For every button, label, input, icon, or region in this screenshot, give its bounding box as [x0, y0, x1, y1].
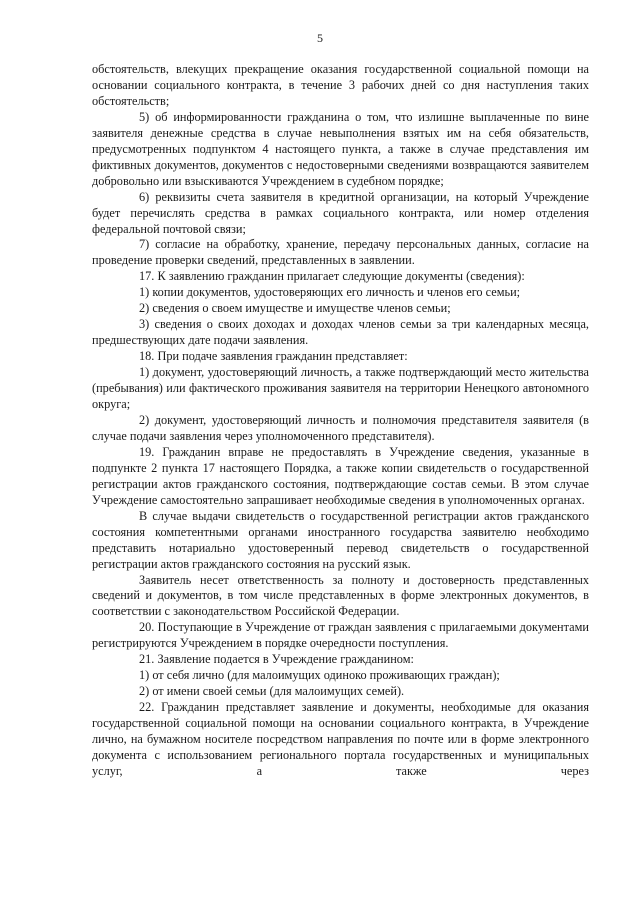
paragraph-item-7: 7) согласие на обработку, хранение, передачу персональных данных, согласие на проведение проверки сведений, представленных в заявлении.: [92, 237, 589, 268]
paragraph-17-item-2: 2) сведения о своем имуществе и имуществе членов семьи;: [139, 301, 451, 316]
document-body: [92, 62, 589, 780]
page-number: 5: [317, 31, 323, 45]
paragraph-20: 20. Поступающие в Учреждение от граждан заявления с прилагаемыми документами регистрируются Учреждением в порядке очередности поступления.: [92, 620, 589, 651]
paragraph-18-item-2: 2) документ, удостоверяющий личность и полномочия представителя заявителя (в случае подачи заявления через уполномоченного представителя).: [92, 412, 589, 443]
paragraph-19: 19. Гражданин вправе не предоставлять в Учреждение сведения, указанные в подпункте 2 пункта 17 настоящего Порядка, а также копии свидетельств о государственной регистрации актов гражданского состояния, подтверждающие состав семьи. В этом случае Учреждение самостоятельно запрашивает необходимые сведения в уполномоченных органах.: [92, 444, 589, 507]
paragraph-18: 18. При подаче заявления гражданин представляет:: [139, 349, 408, 364]
paragraph-19-foreign-documents: В случае выдачи свидетельств о государственной регистрации актов гражданского состояния компетентными органами иностранного государства заявителю необходимо представить нотариально удостоверенный перевод свидетельств о государственной регистрации актов гражданского состояния на русский язык.: [92, 508, 589, 571]
paragraph-22: 22. Гражданин представляет заявление и документы, необходимые для оказания государственной социальной помощи на основании социального контракта, в Учреждение лично, на бумажном носителе посредством направления по почте или в форме электронного документа с использованием регионального портала государственных и муниципальных услуг, а также через: [92, 700, 589, 778]
paragraph-19-responsibility: Заявитель несет ответственность за полноту и достоверность представленных сведений и документов, в том числе представленных в форме электронных документов, в соответствии с законодательством Российской Федерации.: [92, 572, 589, 619]
paragraph-17: 17. К заявлению гражданин прилагает следующие документы (сведения):: [139, 269, 525, 284]
paragraph-21-item-2: 2) от имени своей семьи (для малоимущих семей).: [139, 684, 405, 699]
paragraph-continuation: обстоятельств, влекущих прекращение оказания государственной социальной помощи на основании социального контракта, в течение 3 рабочих дней со дня наступления таких обстоятельств;: [92, 62, 589, 108]
paragraph-18-item-1: 1) документ, удостоверяющий личность, а также подтверждающий место жительства (пребывания) или фактического проживания заявителя на территории Ненецкого автономного округа;: [92, 365, 589, 412]
paragraph-17-item-1: 1) копии документов, удостоверяющих его личность и членов его семьи;: [139, 285, 521, 300]
paragraph-17-item-3: 3) сведения о своих доходах и доходах членов семьи за три календарных месяца, предшествующих дате подачи заявления.: [92, 317, 589, 348]
paragraph-item-6: 6) реквизиты счета заявителя в кредитной организации, на который Учреждение будет перечислять средства в рамках социального контракта, или номер отделения федеральной почтовой связи;: [92, 189, 589, 236]
paragraph-21: 21. Заявление подается в Учреждение гражданином:: [139, 652, 414, 667]
paragraph-21-item-1: 1) от себя лично (для малоимущих одиноко проживающих граждан);: [139, 668, 500, 683]
paragraph-item-5: 5) об информированности гражданина о том, что излишне выплаченные по вине заявителя денежные средства в случае невыполнения взятых им на себя обязательств, предусмотренных подпунктом 4 настоящего пункта, а также в случае представления им фиктивных документов, документов с недостоверными сведениями возвращаются заявителем добровольно или взыскиваются Учреждением в судебном порядке;: [92, 109, 589, 188]
